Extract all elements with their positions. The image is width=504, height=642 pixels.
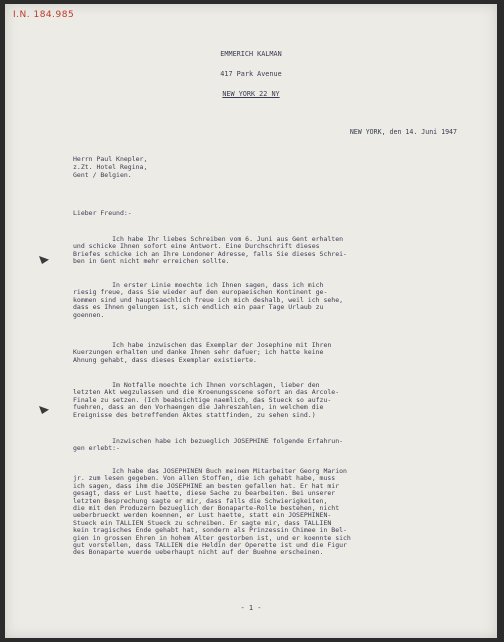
punch-hole-mark <box>39 406 49 414</box>
addressee-line: z.Zt. Hotel Regina, <box>73 163 148 171</box>
paragraph-2: In erster Linie moechte ich Ihnen sagen, dass ich mich riesig freue, dass Sie wieder auf den europaeischen Kontinent ge- kommen sind und hauptsaechlich freue ich mich deshalb, weil ich sehe, dass es Ihnen gelungen ist, sich endlich ein paar Tage Urlaub zu goennen. <box>73 281 344 319</box>
addressee-line: Gent / Belgien. <box>73 171 132 179</box>
date-line: NEW YORK, den 14. Juni 1947 <box>349 128 457 136</box>
paragraph-6: Ich habe das JOSEPHINEN Buch meinem Mitarbeiter Georg Marion jr. zum lesen gegeben. Von allen Stoffen, die ich gehabt habe, muss ich sagen, dass ihm die JOSEPHINE am besten gefallen hat. Er hat mir gesagt, dass er Lust haette, diese Sache zu bearbeiten. Bei unserer letzten Besprechung sagte er mir, dass falls die Schwierigkeiten, die mit den Produzern bezueglich der Bonaparte-Rolle bestehen, nicht ueberbrueckt werden koennen, er Lust haette, statt ein JOSEPHINEN- Stueck ein TALLIEN Stueck zu schreiben. Er sagte mir, dass TALLIEN kein tragisches Ende gehabt hat, sondern als Prinzessin Chimee in Bel- gien in grossen Ehren in hohem Alter gestorben ist, und er koennte sich gut vorstellen, dass TALLIEN die Heldin der Operette ist und die Figur des Bonaparte wuerde ueberhaupt nicht auf der Buehne erscheinen. <box>73 467 351 557</box>
page-number: - 1 - <box>240 604 262 612</box>
letter-page <box>5 4 497 638</box>
letterhead-city: NEW YORK 22 NY <box>222 90 280 98</box>
paragraph-3: Ich habe inzwischen das Exemplar der Josephine mit Ihren Kuerzungen erhalten und danke Ihnen sehr dafuer; ich hatte keine Ahnung gehabt, dass dieses Exemplar existierte. <box>73 341 332 364</box>
addressee-line: Herrn Paul Knepler, <box>73 155 148 163</box>
letterhead-street: 417 Park Avenue <box>220 70 282 78</box>
salutation: Lieber Freund:- <box>73 209 132 217</box>
archive-number: I.N. 184.985 <box>13 10 75 20</box>
paragraph-1: Ich habe Ihr liebes Schreiben vom 6. Juni aus Gent erhalten und schicke Ihnen sofort eine Antwort. Eine Durchschrift dieses Briefes schicke ich an Ihre Londoner Adresse, falls Sie dieses Schrei- ben in Gent nicht mehr erreichen sollte. <box>73 235 347 266</box>
paragraph-4: Im Notfalle moechte ich Ihnen vorschlagen, lieber den letzten Akt wegzulassen und die Kroenungsscene sofort an das Arcole- Finale zu setzen. (Ich beabsichtige naemlich, das Stueck so aufzu- fuehren, dass an den Vorhaengen die Jahreszahlen, in welchem die Ereignisse des betreffenden Aktes stattfinden, zu sehen sind.) <box>73 381 340 419</box>
punch-hole-mark <box>39 256 49 264</box>
paragraph-5: Inzwischen habe ich bezueglich JOSEPHINE folgende Erfahrun- gen erlebt:- <box>73 437 344 453</box>
letterhead-name: EMMERICH KALMAN <box>220 50 282 58</box>
